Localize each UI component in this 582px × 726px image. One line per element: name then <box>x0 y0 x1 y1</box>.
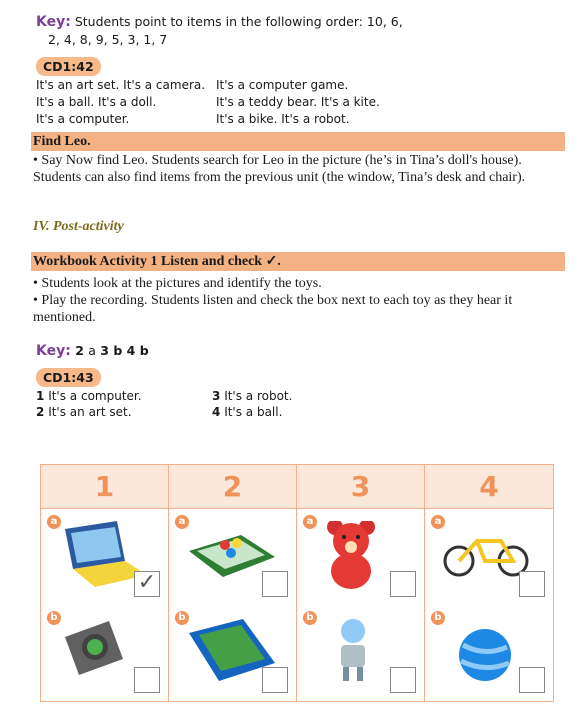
key-answer-letter: b <box>113 343 123 358</box>
activity-cell <box>425 509 553 605</box>
transcript-line: It's a ball. <box>224 405 283 419</box>
activity-cell <box>425 605 553 701</box>
key-section-1 <box>36 13 556 49</box>
check-mark: ✓ <box>137 570 157 595</box>
find-leo-bullet: • Say Now find Leo. Students search for Leo in the picture (he’s in Tina’s doll's house). Students can also find items from the previous unit (the window, Tina’s desk and chair). <box>33 153 526 185</box>
workbook-bullet: • Play the recording. Students listen and check the box next to each toy as they hear it mentioned. <box>33 293 513 325</box>
key-section-2 <box>36 343 149 359</box>
activity-cell <box>41 605 169 701</box>
transcript-2 <box>36 388 292 420</box>
checkbox[interactable] <box>134 571 160 597</box>
key-line-2: 2, 4, 8, 9, 5, 3, 1, 7 <box>48 32 168 47</box>
cd-track-badge: CD1:42 <box>36 57 101 76</box>
key-answer-letter: b <box>139 343 149 358</box>
column-header: 2 <box>169 465 297 509</box>
checkbox[interactable] <box>262 571 288 597</box>
key-answer-letter: a <box>88 343 96 358</box>
option-badge: b <box>431 611 445 625</box>
transcript-line: It's a robot. <box>224 389 293 403</box>
checkbox[interactable] <box>390 667 416 693</box>
option-badge: a <box>303 515 317 529</box>
find-leo-text <box>33 152 563 186</box>
transcript-line: It's a computer. <box>36 112 130 126</box>
key-label: Key: <box>36 14 71 30</box>
transcript-line: It's a ball. It's a doll. <box>36 95 157 109</box>
column-header: 3 <box>297 465 425 509</box>
activity-cell <box>169 605 297 701</box>
find-leo-heading: Find Leo. <box>31 132 565 151</box>
checkbox[interactable] <box>519 571 545 597</box>
option-badge: a <box>175 515 189 529</box>
option-badge: a <box>47 515 61 529</box>
post-activity-heading: IV. Post-activity <box>33 219 124 234</box>
workbook-bullet: • Students look at the pictures and identify the toys. <box>33 276 322 291</box>
option-badge: a <box>431 515 445 529</box>
transcript-line: It's an art set. <box>48 405 132 419</box>
transcript-line: It's a computer game. <box>216 78 349 92</box>
activity-grid <box>40 464 554 702</box>
activity-cell <box>297 605 425 701</box>
checkbox[interactable] <box>262 667 288 693</box>
transcript-1 <box>36 77 380 128</box>
activity-cell <box>41 509 169 605</box>
key-answer-number: 3 <box>100 343 109 358</box>
key-answer-number: 4 <box>126 343 136 358</box>
transcript-line: It's a bike. It's a robot. <box>216 112 350 126</box>
cd-track-badge: CD1:43 <box>36 368 101 387</box>
transcript-line: It's a teddy bear. It's a kite. <box>216 95 380 109</box>
option-badge: b <box>303 611 317 625</box>
transcript-line: It's an art set. It's a camera. <box>36 78 206 92</box>
column-header: 4 <box>425 465 553 509</box>
column-header: 1 <box>41 465 169 509</box>
key-line-1: Students point to items in the following order: 10, 6, <box>74 14 403 29</box>
option-badge: b <box>175 611 189 625</box>
checkbox[interactable] <box>134 667 160 693</box>
transcript-line: It's a computer. <box>48 389 142 403</box>
checkbox[interactable] <box>390 571 416 597</box>
key-answer-number: 2 <box>75 343 84 358</box>
option-badge: b <box>47 611 61 625</box>
transcript-number: 3 <box>212 389 221 403</box>
transcript-number: 1 <box>36 389 45 403</box>
key-label: Key: <box>36 343 71 359</box>
checkbox[interactable] <box>519 667 545 693</box>
transcript-number: 4 <box>212 405 221 419</box>
activity-cell <box>169 509 297 605</box>
workbook-text <box>33 275 563 326</box>
workbook-heading: Workbook Activity 1 Listen and check ✓. <box>31 252 565 271</box>
transcript-number: 2 <box>36 405 45 419</box>
activity-cell <box>297 509 425 605</box>
